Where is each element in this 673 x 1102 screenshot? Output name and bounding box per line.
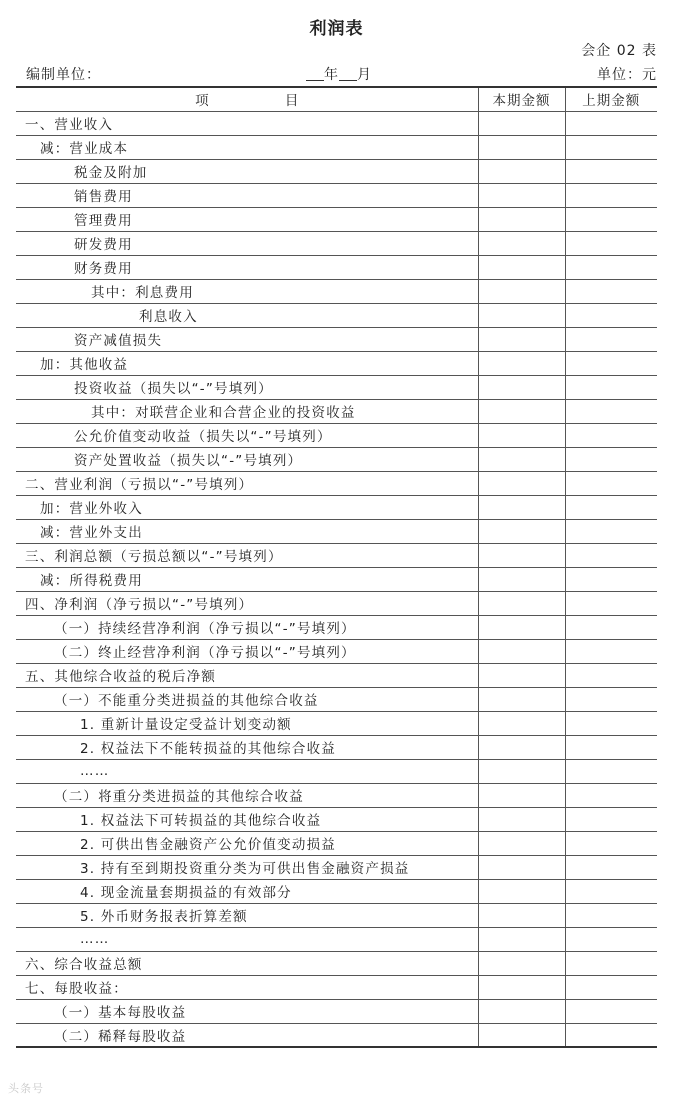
current-amount-cell[interactable] <box>478 111 565 135</box>
table-row <box>16 663 657 687</box>
previous-amount-cell[interactable] <box>565 447 657 471</box>
table-row <box>16 519 657 543</box>
line-item-label: 资产减值损失 <box>16 327 478 351</box>
line-item-label: …… <box>16 927 478 951</box>
line-item-label: 研发费用 <box>16 231 478 255</box>
year-blank <box>306 66 324 81</box>
line-item-label: 加：营业外收入 <box>16 495 478 519</box>
current-amount-cell[interactable] <box>478 255 565 279</box>
previous-amount-cell[interactable] <box>565 399 657 423</box>
current-amount-cell[interactable] <box>478 951 565 975</box>
table-row <box>16 255 657 279</box>
current-amount-cell[interactable] <box>478 159 565 183</box>
table-row <box>16 903 657 927</box>
line-item-label: 其中：利息费用 <box>16 279 478 303</box>
table-row <box>16 879 657 903</box>
table-row <box>16 687 657 711</box>
table-row <box>16 399 657 423</box>
table-row <box>16 495 657 519</box>
previous-amount-cell[interactable] <box>565 375 657 399</box>
line-item-label: 投资收益（损失以“-”号填列） <box>16 375 478 399</box>
table-row <box>16 567 657 591</box>
line-item-label: 三、利润总额（亏损总额以“-”号填列） <box>16 543 478 567</box>
current-amount-cell[interactable] <box>478 327 565 351</box>
previous-amount-cell[interactable] <box>565 231 657 255</box>
table-row <box>16 303 657 327</box>
previous-amount-cell[interactable] <box>565 927 657 951</box>
line-item-label: 加：其他收益 <box>16 351 478 375</box>
table-row <box>16 159 657 183</box>
line-item-label: 管理费用 <box>16 207 478 231</box>
table-row <box>16 831 657 855</box>
previous-amount-cell[interactable] <box>565 615 657 639</box>
previous-amount-cell[interactable] <box>565 855 657 879</box>
line-item-label: 六、综合收益总额 <box>16 951 478 975</box>
current-amount-cell[interactable] <box>478 351 565 375</box>
watermark: 头条号 <box>8 1082 44 1095</box>
previous-amount-cell[interactable] <box>565 135 657 159</box>
line-item-label: 3. 持有至到期投资重分类为可供出售金融资产损益 <box>16 855 478 879</box>
table-row <box>16 279 657 303</box>
report-meta <box>26 64 657 84</box>
table-row <box>16 135 657 159</box>
table-row <box>16 999 657 1023</box>
table-row <box>16 855 657 879</box>
table-row <box>16 807 657 831</box>
previous-amount-cell[interactable] <box>565 783 657 807</box>
previous-amount-cell[interactable] <box>565 495 657 519</box>
current-amount-cell[interactable] <box>478 879 565 903</box>
year-label: 年 <box>324 67 339 83</box>
line-item-label: （一）持续经营净利润（净亏损以“-”号填列） <box>16 615 478 639</box>
column-header-item: 项 目 <box>16 87 478 111</box>
line-item-label: 财务费用 <box>16 255 478 279</box>
current-amount-cell[interactable] <box>478 471 565 495</box>
line-item-label: 一、营业收入 <box>16 111 478 135</box>
table-row <box>16 231 657 255</box>
line-item-label: （二）稀释每股收益 <box>16 1023 478 1047</box>
current-amount-cell[interactable] <box>478 759 565 783</box>
column-header-previous: 上期金额 <box>565 87 657 111</box>
table-row <box>16 927 657 951</box>
line-item-label: 2. 可供出售金融资产公允价值变动损益 <box>16 831 478 855</box>
current-amount-cell[interactable] <box>478 831 565 855</box>
previous-amount-cell[interactable] <box>565 255 657 279</box>
table-row <box>16 1023 657 1047</box>
previous-amount-cell[interactable] <box>565 519 657 543</box>
previous-amount-cell[interactable] <box>565 903 657 927</box>
table-row <box>16 111 657 135</box>
line-item-label: 减：所得税费用 <box>16 567 478 591</box>
previous-amount-cell[interactable] <box>565 663 657 687</box>
current-amount-cell[interactable] <box>478 423 565 447</box>
current-amount-cell[interactable] <box>478 927 565 951</box>
current-amount-cell[interactable] <box>478 807 565 831</box>
line-item-label: （一）基本每股收益 <box>16 999 478 1023</box>
table-row <box>16 759 657 783</box>
table-row <box>16 735 657 759</box>
line-item-label: 七、每股收益： <box>16 975 478 999</box>
previous-amount-cell[interactable] <box>565 327 657 351</box>
current-amount-cell[interactable] <box>478 855 565 879</box>
page-title: 利润表 <box>309 19 364 39</box>
previous-amount-cell[interactable] <box>565 423 657 447</box>
form-code: 会企 02 表 <box>581 43 657 59</box>
table-row <box>16 207 657 231</box>
line-item-label: 1. 权益法下可转损益的其他综合收益 <box>16 807 478 831</box>
line-item-label: 公允价值变动收益（损失以“-”号填列） <box>16 423 478 447</box>
table-header-row <box>16 87 657 111</box>
current-amount-cell[interactable] <box>478 903 565 927</box>
current-amount-cell[interactable] <box>478 375 565 399</box>
previous-amount-cell[interactable] <box>565 735 657 759</box>
line-item-label: 四、净利润（净亏损以“-”号填列） <box>16 591 478 615</box>
previous-amount-cell[interactable] <box>565 207 657 231</box>
current-amount-cell[interactable] <box>478 783 565 807</box>
report-period <box>306 64 372 84</box>
previous-amount-cell[interactable] <box>565 471 657 495</box>
previous-amount-cell[interactable] <box>565 951 657 975</box>
current-amount-cell[interactable] <box>478 231 565 255</box>
line-item-label: 减：营业外支出 <box>16 519 478 543</box>
line-item-label: （一）不能重分类进损益的其他综合收益 <box>16 687 478 711</box>
table-row <box>16 351 657 375</box>
table-row <box>16 423 657 447</box>
line-item-label: 其中：对联营企业和合营企业的投资收益 <box>16 399 478 423</box>
previous-amount-cell[interactable] <box>565 567 657 591</box>
table-row <box>16 951 657 975</box>
current-amount-cell[interactable] <box>478 687 565 711</box>
current-amount-cell[interactable] <box>478 663 565 687</box>
previous-amount-cell[interactable] <box>565 879 657 903</box>
table-row <box>16 375 657 399</box>
current-amount-cell[interactable] <box>478 303 565 327</box>
line-item-label: 利息收入 <box>16 303 478 327</box>
line-item-label: 二、营业利润（亏损以“-”号填列） <box>16 471 478 495</box>
table-row <box>16 783 657 807</box>
previous-amount-cell[interactable] <box>565 183 657 207</box>
current-amount-cell[interactable] <box>478 207 565 231</box>
line-item-label: 销售费用 <box>16 183 478 207</box>
previous-amount-cell[interactable] <box>565 351 657 375</box>
previous-amount-cell[interactable] <box>565 687 657 711</box>
previous-amount-cell[interactable] <box>565 111 657 135</box>
current-amount-cell[interactable] <box>478 183 565 207</box>
table-row <box>16 591 657 615</box>
previous-amount-cell[interactable] <box>565 999 657 1023</box>
currency-unit-label: 单位：元 <box>597 67 657 83</box>
previous-amount-cell[interactable] <box>565 303 657 327</box>
current-amount-cell[interactable] <box>478 1023 565 1047</box>
current-amount-cell[interactable] <box>478 975 565 999</box>
line-item-label: 减：营业成本 <box>16 135 478 159</box>
preparer-unit-label: 编制单位： <box>26 67 101 83</box>
table-row <box>16 471 657 495</box>
current-amount-cell[interactable] <box>478 711 565 735</box>
previous-amount-cell[interactable] <box>565 711 657 735</box>
table-row <box>16 975 657 999</box>
table-row <box>16 543 657 567</box>
current-amount-cell[interactable] <box>478 495 565 519</box>
current-amount-cell[interactable] <box>478 999 565 1023</box>
previous-amount-cell[interactable] <box>565 975 657 999</box>
current-amount-cell[interactable] <box>478 519 565 543</box>
line-item-label: 4. 现金流量套期损益的有效部分 <box>16 879 478 903</box>
previous-amount-cell[interactable] <box>565 759 657 783</box>
table-row <box>16 615 657 639</box>
previous-amount-cell[interactable] <box>565 831 657 855</box>
line-item-label: 2. 权益法下不能转损益的其他综合收益 <box>16 735 478 759</box>
line-item-label: 5. 外币财务报表折算差额 <box>16 903 478 927</box>
month-label: 月 <box>357 67 372 83</box>
current-amount-cell[interactable] <box>478 615 565 639</box>
line-item-label: （二）终止经营净利润（净亏损以“-”号填列） <box>16 639 478 663</box>
table-row <box>16 183 657 207</box>
previous-amount-cell[interactable] <box>565 543 657 567</box>
income-statement-table <box>16 86 657 1048</box>
table-row <box>16 711 657 735</box>
current-amount-cell[interactable] <box>478 543 565 567</box>
line-item-label: 1. 重新计量设定受益计划变动额 <box>16 711 478 735</box>
current-amount-cell[interactable] <box>478 735 565 759</box>
previous-amount-cell[interactable] <box>565 807 657 831</box>
table-row <box>16 447 657 471</box>
current-amount-cell[interactable] <box>478 399 565 423</box>
current-amount-cell[interactable] <box>478 279 565 303</box>
previous-amount-cell[interactable] <box>565 279 657 303</box>
current-amount-cell[interactable] <box>478 567 565 591</box>
current-amount-cell[interactable] <box>478 447 565 471</box>
previous-amount-cell[interactable] <box>565 159 657 183</box>
previous-amount-cell[interactable] <box>565 591 657 615</box>
line-item-label: 税金及附加 <box>16 159 478 183</box>
line-item-label: 资产处置收益（损失以“-”号填列） <box>16 447 478 471</box>
current-amount-cell[interactable] <box>478 135 565 159</box>
current-amount-cell[interactable] <box>478 639 565 663</box>
previous-amount-cell[interactable] <box>565 1023 657 1047</box>
current-amount-cell[interactable] <box>478 591 565 615</box>
table-row <box>16 639 657 663</box>
month-blank <box>339 66 357 81</box>
line-item-label: （二）将重分类进损益的其他综合收益 <box>16 783 478 807</box>
line-item-label: 五、其他综合收益的税后净额 <box>16 663 478 687</box>
previous-amount-cell[interactable] <box>565 639 657 663</box>
line-item-label: …… <box>16 759 478 783</box>
table-row <box>16 327 657 351</box>
column-header-current: 本期金额 <box>478 87 565 111</box>
